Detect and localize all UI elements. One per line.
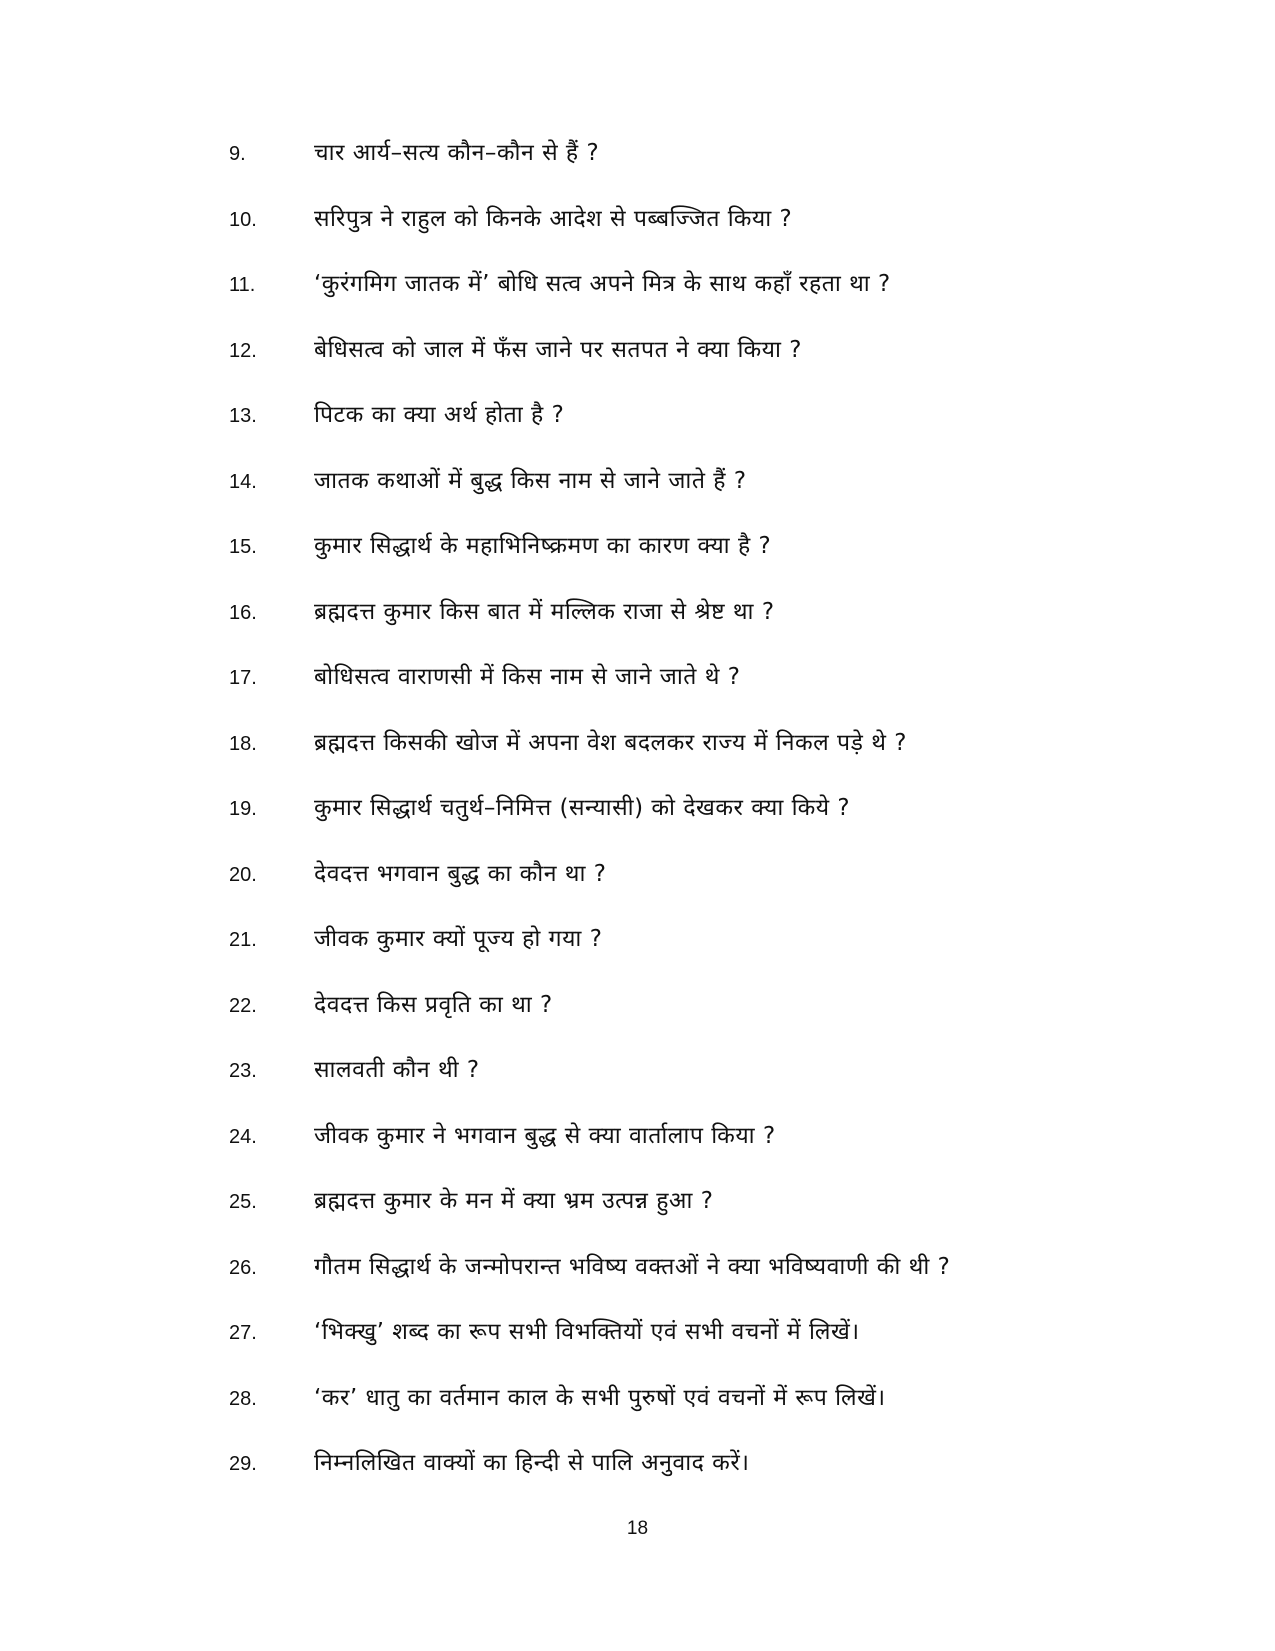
question-text: चार आर्य–सत्य कौन–कौन से हैं ? (314, 140, 600, 166)
question-item (229, 397, 1129, 463)
question-item (229, 528, 1129, 594)
question-text: ‘कुरंगमिग जातक में’ बोधि सत्व अपने मित्र के साथ कहाँ रहता था ? (314, 271, 891, 297)
question-text: सालवती कौन थी ? (314, 1057, 480, 1083)
question-list (229, 135, 1129, 1511)
question-item (229, 1183, 1129, 1249)
question-item (229, 659, 1129, 725)
question-item (229, 463, 1129, 529)
question-number: 9. (229, 143, 246, 165)
question-number: 25. (229, 1191, 257, 1213)
question-number: 14. (229, 470, 257, 493)
question-item (229, 594, 1129, 660)
question-number: 26. (229, 1256, 257, 1279)
question-text: ब्रह्मदत्त किसकी खोज में अपना वेश बदलकर राज्य में निकल पड़े थे ? (314, 729, 907, 756)
question-text: ब्रह्मदत्त कुमार के मन में क्या भ्रम उत्पन्न हुआ ? (314, 1188, 714, 1214)
question-text: कुमार सिद्धार्थ के महाभिनिष्क्रमण का कारण क्या है ? (314, 533, 772, 559)
question-text: देवदत्त किस प्रवृति का था ? (314, 991, 553, 1018)
question-text: देवदत्त भगवान बुद्ध का कौन था ? (314, 860, 607, 887)
question-item (229, 1118, 1129, 1184)
question-item (229, 266, 1129, 332)
question-number: 22. (229, 994, 257, 1017)
question-number: 20. (229, 863, 257, 886)
question-item (229, 1314, 1129, 1380)
question-item (229, 1380, 1129, 1446)
question-item (229, 725, 1129, 791)
question-number: 16. (229, 601, 257, 624)
question-item (229, 332, 1129, 398)
question-text: बोधिसत्व वाराणसी में किस नाम से जाने जाते थे ? (314, 664, 741, 690)
question-text: जीवक कुमार ने भगवान बुद्ध से क्या वार्तालाप किया ? (314, 1122, 776, 1149)
question-item (229, 856, 1129, 922)
question-text: जीवक कुमार क्यों पूज्य हो गया ? (314, 926, 603, 952)
question-item (229, 135, 1129, 201)
question-number: 21. (229, 929, 257, 951)
question-item (229, 987, 1129, 1053)
question-text: गौतम सिद्धार्थ के जन्मोपरान्त भविष्य वक्तओं ने क्या भविष्यवाणी की थी ? (314, 1253, 951, 1280)
question-number: 15. (229, 536, 257, 558)
question-text: ‘कर’ धातु का वर्तमान काल के सभी पुरुषों एवं वचनों में रूप लिखें। (314, 1384, 886, 1411)
question-text: बेधिसत्व को जाल में फँस जाने पर सतपत ने क्या किया ? (314, 336, 802, 363)
question-number: 28. (229, 1387, 257, 1410)
question-number: 18. (229, 732, 257, 755)
question-item (229, 790, 1129, 856)
question-number: 23. (229, 1060, 257, 1082)
question-item (229, 921, 1129, 987)
question-number: 11. (229, 274, 256, 296)
question-number: 29. (229, 1453, 257, 1475)
question-text: ब्रह्मदत्त कुमार किस बात में मल्लिक राजा से श्रेष्ट था ? (314, 598, 775, 625)
question-number: 17. (229, 667, 257, 689)
question-item (229, 1249, 1129, 1315)
question-number: 24. (229, 1125, 257, 1148)
question-text: सरिपुत्र ने राहुल को किनके आदेश से पब्बज्जित किया ? (314, 205, 793, 232)
question-number: 12. (229, 339, 257, 362)
question-text: ‘भिक्खु’ शब्द का रूप सभी विभक्तियों एवं सभी वचनों में लिखें। (314, 1319, 860, 1345)
question-item (229, 1445, 1129, 1511)
question-text: पिटक का क्या अर्थ होता है ? (314, 402, 565, 428)
question-item (229, 1052, 1129, 1118)
question-number: 27. (229, 1322, 257, 1344)
question-text: निम्नलिखित वाक्यों का हिन्दी से पालि अनुवाद करें। (314, 1450, 750, 1476)
question-number: 10. (229, 208, 257, 231)
question-item (229, 201, 1129, 267)
question-number: 19. (229, 798, 257, 820)
question-text: जातक कथाओं में बुद्ध किस नाम से जाने जाते हैं ? (314, 467, 747, 494)
page-number: 18 (626, 1518, 649, 1539)
question-number: 13. (229, 405, 257, 427)
question-text: कुमार सिद्धार्थ चतुर्थ–निमित्त (सन्यासी) को देखकर क्या किये ? (314, 795, 851, 821)
